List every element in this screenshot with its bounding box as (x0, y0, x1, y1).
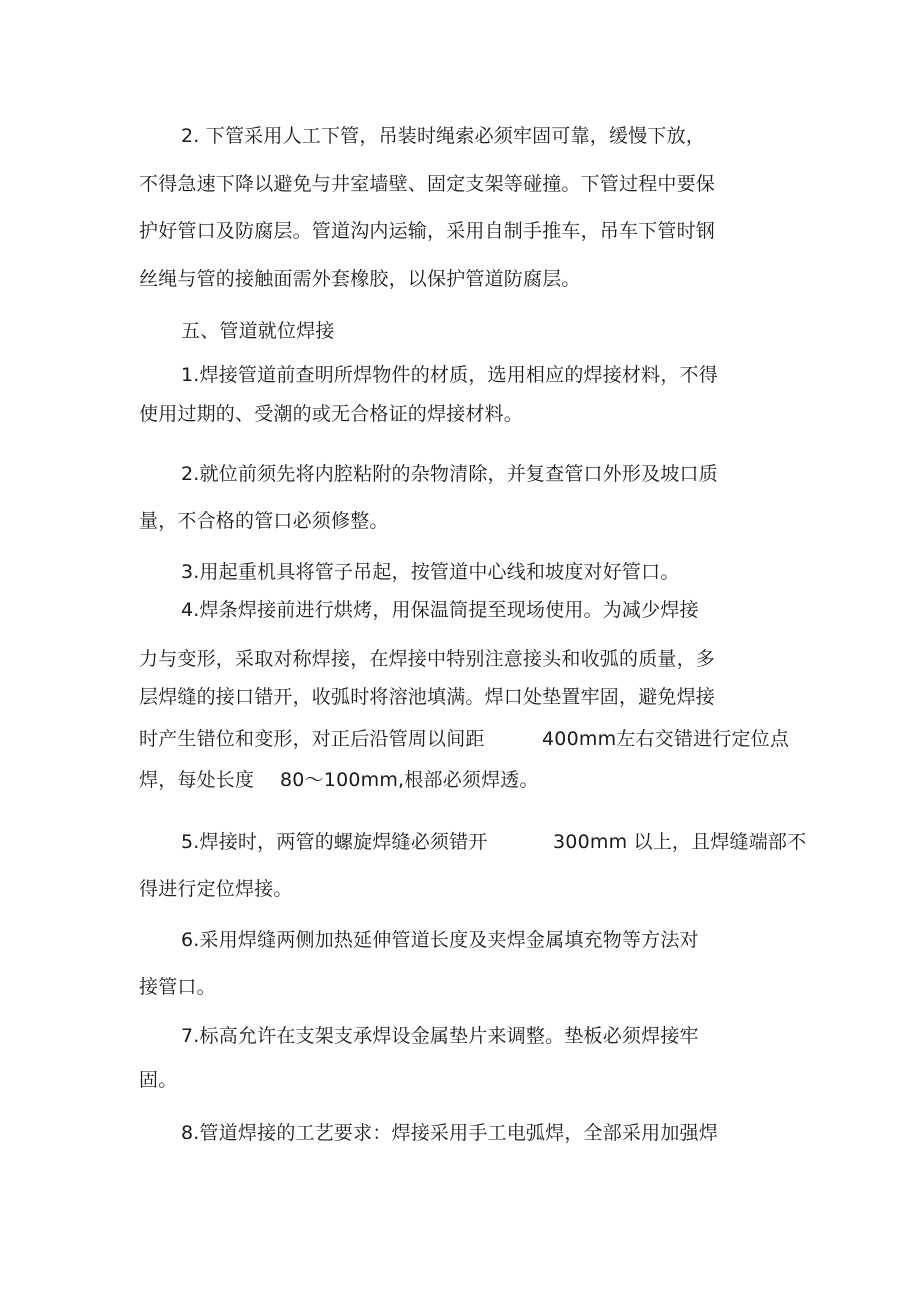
item-7-line-1: 7.标高允许在支架支承焊设金属垫片来调整。垫板必须焊接牢 (181, 1025, 699, 1047)
item-4-line-2: 力与变形，采取对称焊接，在焊接中特别注意接头和收弧的质量，多 (139, 648, 716, 670)
paragraph-2-line-3: 护好管口及防腐层。管道沟内运输，采用自制手推车，吊车下管时钢 (139, 220, 716, 242)
item-1-line-2: 使用过期的、受潮的或无合格证的焊接材料。 (139, 403, 524, 425)
item-1-line-1: 1.焊接管道前查明所焊物件的材质，选用相应的焊接材料，不得 (181, 364, 718, 386)
item-4-line-4-text-b: 400mm左右交错进行定位点 (542, 728, 790, 750)
item-5-line-2: 得进行定位焊接。 (139, 878, 293, 900)
item-7-line-2: 固。 (139, 1069, 178, 1091)
item-4-line-4-text-a: 时产生错位和变形，对正后沿管周以间距 (139, 728, 485, 750)
item-4-line-1: 4.焊条焊接前进行烘烤，用保温筒提至现场使用。为减少焊接 (181, 599, 699, 621)
section-heading: 五、管道就位焊接 (181, 320, 335, 342)
item-2-line-2: 量，不合格的管口必须修整。 (139, 510, 389, 532)
item-4-line-5-text-a: 焊，每处长度 (139, 769, 255, 791)
paragraph-2-line-1: 2. 下管采用人工下管，吊装时绳索必须牢固可靠，缓慢下放， (181, 125, 705, 147)
item-8-line-1: 8.管道焊接的工艺要求：焊接采用手工电弧焊，全部采用加强焊 (181, 1122, 718, 1144)
item-4-line-5-text-b: 80～100mm,根部必须焊透。 (280, 769, 539, 791)
item-4-line-3: 层焊缝的接口错开，收弧时将溶池填满。焊口处垫置牢固，避免焊接 (139, 686, 716, 708)
item-5-line-1-text-b: 300mm 以上，且焊缝端部不 (553, 831, 807, 853)
paragraph-2-line-2: 不得急速下降以避免与井室墙壁、固定支架等碰撞。下管过程中要保 (139, 173, 716, 195)
item-2-line-1: 2.就位前须先将内腔粘附的杂物清除，并复查管口外形及坡口质 (181, 463, 718, 485)
item-6-line-1: 6.采用焊缝两侧加热延伸管道长度及夹焊金属填充物等方法对 (181, 929, 699, 951)
item-5-line-1-text-a: 5.焊接时，两管的螺旋焊缝必须错开 (181, 831, 488, 853)
item-6-line-2: 接管口。 (139, 976, 216, 998)
item-3-line-1: 3.用起重机具将管子吊起，按管道中心线和坡度对好管口。 (181, 561, 680, 583)
paragraph-2-line-4: 丝绳与管的接触面需外套橡胶，以保护管道防腐层。 (139, 268, 581, 290)
